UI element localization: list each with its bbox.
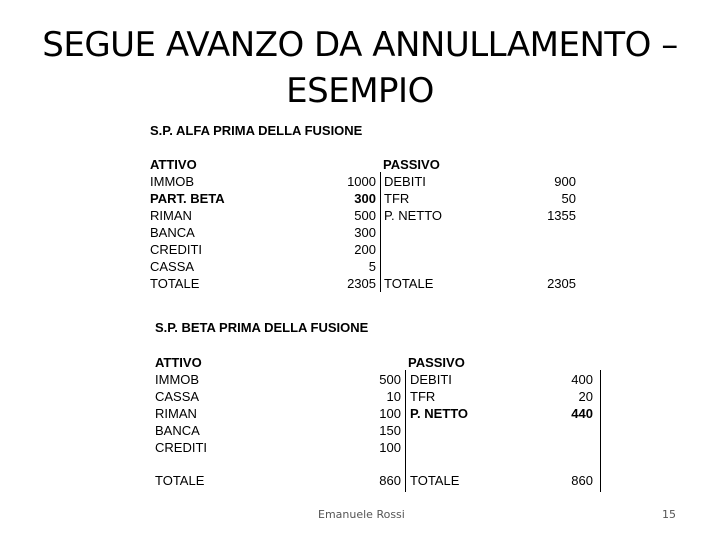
beta-attivo-header: ATTIVO (155, 355, 202, 370)
asset-value: 150 (379, 423, 401, 438)
asset-label: RIMAN (155, 406, 197, 421)
liability-value: 900 (554, 174, 576, 189)
slide-title (0, 22, 720, 114)
liability-value: 50 (561, 191, 576, 206)
asset-label: IMMOB (155, 372, 200, 387)
liability-label: TFR (384, 191, 410, 206)
asset-value: 300 (354, 191, 376, 206)
beta-passivo-header: PASSIVO (408, 355, 465, 370)
asset-value: 300 (354, 225, 376, 240)
liability-value: 400 (571, 372, 593, 387)
liability-label: P. NETTO (410, 406, 469, 421)
beta-divider (405, 370, 406, 492)
total-passivo-label: TOTALE (410, 473, 460, 488)
liability-label: DEBITI (410, 372, 452, 387)
asset-label: RIMAN (150, 208, 192, 223)
total-attivo-value: 860 (379, 473, 401, 488)
footer-author: Emanuele Rossi (318, 508, 405, 521)
liability-label: P. NETTO (384, 208, 443, 223)
beta-right-border (600, 370, 601, 492)
slide-title-line-2: ESEMPIO (286, 71, 434, 111)
slide-title-line-1: SEGUE AVANZO DA ANNULLAMENTO – (42, 25, 678, 65)
asset-label: IMMOB (150, 174, 195, 189)
asset-value: 100 (379, 406, 401, 421)
asset-label: BANCA (155, 423, 200, 438)
asset-label: BANCA (150, 225, 195, 240)
alfa-attivo-header: ATTIVO (150, 157, 197, 172)
alfa-passivo-header: PASSIVO (383, 157, 440, 172)
liability-label: TFR (410, 389, 436, 404)
liability-value: 440 (571, 406, 593, 421)
total-passivo-value: 2305 (547, 276, 576, 291)
asset-label: PART. BETA (150, 191, 225, 206)
asset-label: CASSA (155, 389, 200, 404)
total-attivo-value: 2305 (347, 276, 376, 291)
total-passivo-label: TOTALE (384, 276, 434, 291)
asset-label: CREDITI (155, 440, 207, 455)
beta-section-title: S.P. BETA PRIMA DELLA FUSIONE (155, 320, 369, 335)
asset-label: CREDITI (150, 242, 202, 257)
asset-value: 200 (354, 242, 376, 257)
asset-label: CASSA (150, 259, 195, 274)
asset-value: 10 (386, 389, 401, 404)
page-number: 15 (662, 508, 676, 521)
total-label: TOTALE (150, 276, 200, 291)
asset-value: 100 (379, 440, 401, 455)
liability-label: DEBITI (384, 174, 426, 189)
alfa-section-title: S.P. ALFA PRIMA DELLA FUSIONE (150, 123, 363, 138)
liability-value: 1355 (547, 208, 576, 223)
alfa-divider (380, 172, 381, 292)
asset-value: 500 (354, 208, 376, 223)
total-label: TOTALE (155, 473, 205, 488)
liability-value: 20 (578, 389, 593, 404)
total-passivo-value: 860 (571, 473, 593, 488)
asset-value: 500 (379, 372, 401, 387)
asset-value: 1000 (347, 174, 376, 189)
asset-value: 5 (368, 259, 376, 274)
